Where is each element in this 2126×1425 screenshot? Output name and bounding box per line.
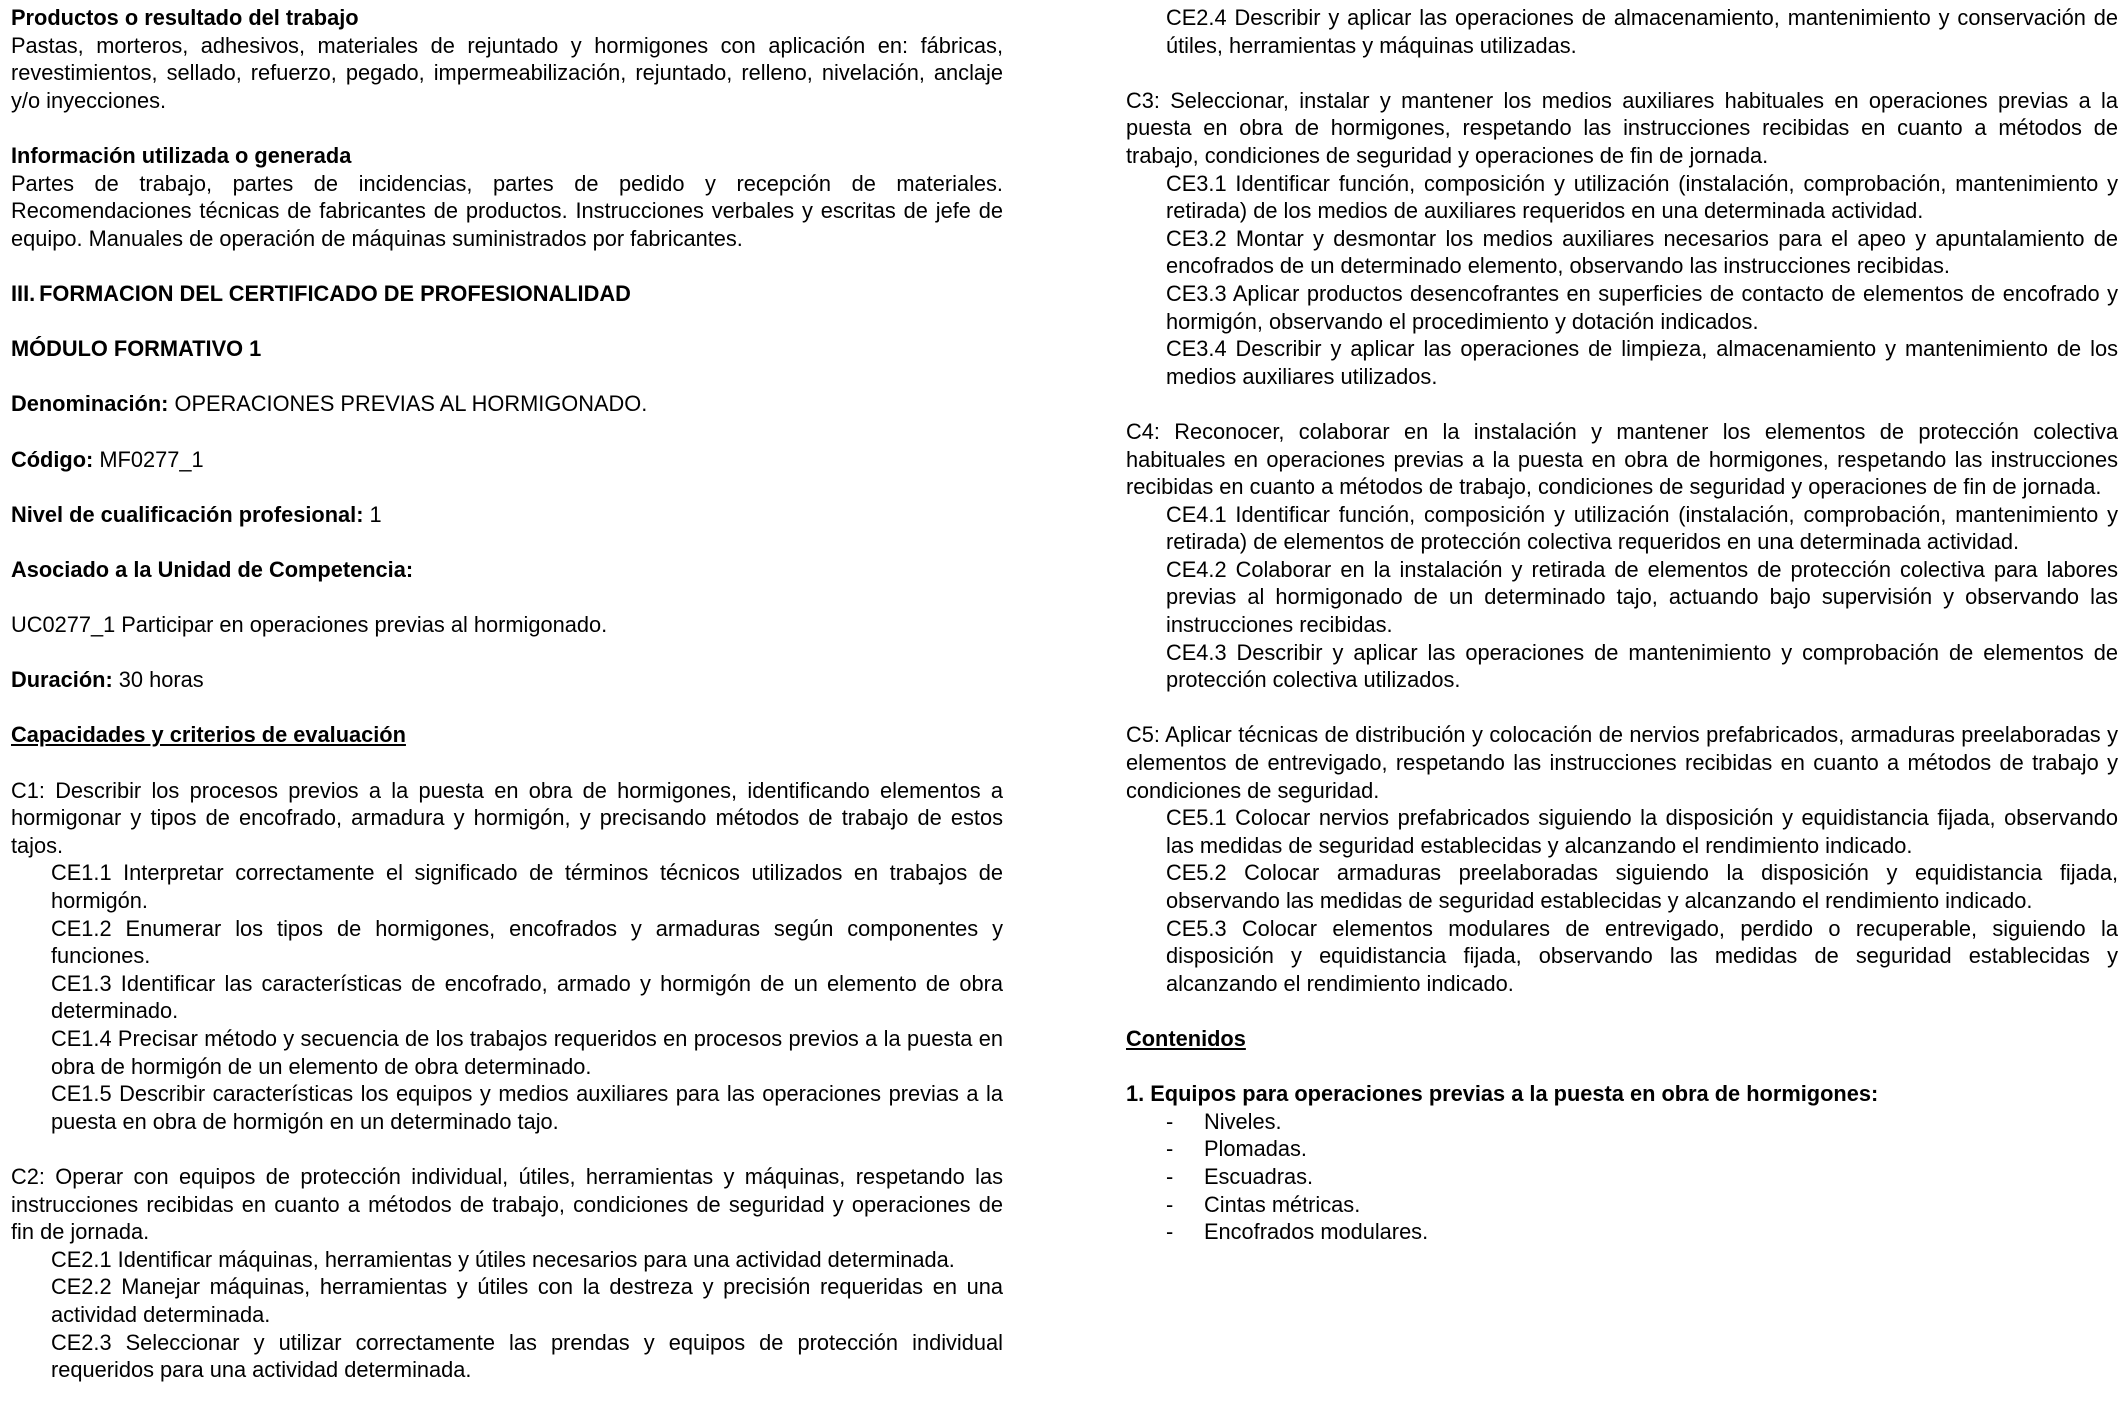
productos-heading: Productos o resultado del trabajo bbox=[11, 5, 359, 30]
ce-item: CE4.2 Colaborar en la instalación y retirada de elementos de protección colectiva para labores previas al hormigonado de un determinado tajo, actuando bajo supervisión y observando las instrucciones recibidas. bbox=[1166, 556, 2118, 638]
denominacion-block bbox=[11, 390, 1003, 418]
ce-item: CE1.2 Enumerar los tipos de hormigones, encofrados y armaduras según componentes y funciones. bbox=[51, 915, 1003, 969]
ce-item: CE3.2 Montar y desmontar los medios auxiliares necesarios para el apeo y apuntalamiento de encofrados de un determinado elemento, observando las instrucciones recibidas. bbox=[1166, 225, 2118, 279]
productos-block bbox=[11, 4, 1003, 114]
ce-item: CE1.5 Describir características los equipos y medios auxiliares para las operaciones previas a la puesta en obra de hormigón en un determinado tajo. bbox=[51, 1081, 1003, 1134]
list-item-text: Plomadas. bbox=[1204, 1136, 1307, 1162]
left-column bbox=[11, 4, 1003, 1384]
ce-item: CE1.3 Identificar las características de encofrado, armado y hormigón de un elemento de obra determinado. bbox=[51, 970, 1003, 1024]
nivel-label: Nivel de cualificación profesional: bbox=[11, 501, 364, 527]
denominacion-label: Denominación: bbox=[11, 391, 169, 417]
codigo-block bbox=[11, 446, 1003, 474]
c3-text: C3: Seleccionar, instalar y mantener los medios auxiliares habituales en operaciones previas a la puesta en obra de hormigones, respetando las instrucciones recibidas en cuanto a métodos de trabajo, condiciones de seguridad y operaciones de fin de jornada. bbox=[1126, 87, 2118, 168]
modulo-title: MÓDULO FORMATIVO 1 bbox=[11, 336, 262, 362]
nivel-value: 1 bbox=[369, 501, 382, 527]
informacion-heading: Información utilizada o generada bbox=[11, 142, 352, 168]
list-item bbox=[1126, 1191, 2118, 1219]
asociado-block bbox=[11, 556, 1003, 584]
denominacion-value: OPERACIONES PREVIAS AL HORMIGONADO. bbox=[174, 391, 648, 417]
c4-text: C4: Reconocer, colaborar en la instalación y mantener los elementos de protección colectiva habituales en operaciones previas a la puesta en obra de hormigones, respetando las instrucciones recibidas en cuanto a métodos de trabajo, condiciones de seguridad y operaciones de fin de jornada. bbox=[1126, 418, 2118, 500]
ce-item: CE1.4 Precisar método y secuencia de los trabajos requeridos en procesos previos a la puesta en obra de hormigón de un elemento de obra determinado. bbox=[51, 1025, 1003, 1079]
c2-block bbox=[11, 1163, 1003, 1384]
informacion-block bbox=[11, 142, 1003, 252]
c2-text: C2: Operar con equipos de protección individual, útiles, herramientas y máquinas, respetando las instrucciones recibidas en cuanto a métodos de trabajo, condiciones de seguridad y operaciones de fin de jornada. bbox=[11, 1163, 1003, 1245]
c2-continued-block bbox=[1126, 4, 2118, 59]
nivel-block bbox=[11, 501, 1003, 529]
list-item bbox=[1126, 1108, 2118, 1136]
c5-block bbox=[1126, 721, 2118, 997]
duracion-value: 30 horas bbox=[118, 667, 204, 693]
section-title: FORMACION DEL CERTIFICADO DE PROFESIONALIDAD bbox=[39, 280, 631, 306]
dash-bullet: - bbox=[1166, 1108, 1174, 1134]
section-number: III. bbox=[11, 280, 36, 306]
ce-item: CE3.1 Identificar función, composición y utilización (instalación, comprobación, mantenimiento y retirada) de los medios de auxiliares requeridos en una determinada actividad. bbox=[1166, 170, 2118, 224]
list-item bbox=[1126, 1218, 2118, 1246]
list-item-text: Cintas métricas. bbox=[1204, 1191, 1361, 1217]
capacidades-block bbox=[11, 721, 1003, 749]
ce-item: CE2.4 Describir y aplicar las operaciones de almacenamiento, mantenimiento y conservación de útiles, herramientas y máquinas utilizadas. bbox=[1166, 5, 2118, 58]
right-column bbox=[1126, 4, 2118, 1246]
c4-block bbox=[1126, 418, 2118, 694]
codigo-value: MF0277_1 bbox=[99, 446, 204, 472]
ce-item: CE3.4 Describir y aplicar las operaciones de limpieza, almacenamiento y mantenimiento de los medios auxiliares utilizados. bbox=[1166, 336, 2118, 389]
ce-item: CE2.3 Seleccionar y utilizar correctamente las prendas y equipos de protección individual requeridos para una actividad determinada. bbox=[51, 1329, 1003, 1383]
duracion-label: Duración: bbox=[11, 667, 113, 693]
dash-bullet: - bbox=[1166, 1163, 1174, 1189]
ce-item: CE4.3 Describir y aplicar las operaciones de mantenimiento y comprobación de elementos de protección colectiva utilizados. bbox=[1166, 639, 2118, 693]
ce-item: CE5.2 Colocar armaduras preelaboradas siguiendo la disposición y equidistancia fijada, observando las medidas de seguridad establecidas y alcanzando el rendimiento indicado. bbox=[1166, 860, 2118, 913]
c1-block bbox=[11, 777, 1003, 1136]
dash-bullet: - bbox=[1166, 1219, 1174, 1245]
dash-bullet: - bbox=[1166, 1191, 1174, 1217]
contenidos-heading: Contenidos bbox=[1126, 1025, 1246, 1051]
ce-item: CE4.1 Identificar función, composición y utilización (instalación, comprobación, mantenimiento y retirada) de elementos de protección colectiva requeridos en una determinada actividad. bbox=[1166, 501, 2118, 555]
contenidos-block bbox=[1126, 1025, 2118, 1053]
section-heading bbox=[11, 280, 1003, 308]
list-item-text: Niveles. bbox=[1204, 1108, 1282, 1134]
list-item-text: Escuadras. bbox=[1204, 1163, 1314, 1189]
capacidades-heading: Capacidades y criterios de evaluación bbox=[11, 722, 406, 748]
c3-block bbox=[1126, 87, 2118, 391]
dash-bullet: - bbox=[1166, 1136, 1174, 1162]
unidad-block bbox=[11, 611, 1003, 639]
modulo-block bbox=[11, 335, 1003, 363]
ce-item: CE2.1 Identificar máquinas, herramientas y útiles necesarios para una actividad determinada. bbox=[51, 1246, 955, 1272]
codigo-label: Código: bbox=[11, 446, 94, 472]
equipos-heading: 1. Equipos para operaciones previas a la puesta en obra de hormigones: bbox=[1126, 1081, 1879, 1107]
list-item bbox=[1126, 1135, 2118, 1163]
equipos-block bbox=[1126, 1080, 2118, 1246]
ce-item: CE2.2 Manejar máquinas, herramientas y útiles con la destreza y precisión requeridas en una actividad determinada. bbox=[51, 1274, 1003, 1327]
c5-text: C5: Aplicar técnicas de distribución y colocación de nervios prefabricados, armaduras preelaboradas y elementos de entrevigado, respetando las instrucciones recibidas en cuanto a métodos de trabajo y condiciones de seguridad. bbox=[1126, 722, 2118, 803]
ce-item: CE1.1 Interpretar correctamente el significado de términos técnicos utilizados en trabajos de hormigón. bbox=[51, 860, 1003, 913]
ce-item: CE5.3 Colocar elementos modulares de entrevigado, perdido o recuperable, siguiendo la disposición y equidistancia fijada, observando las medidas de seguridad establecidas y alcanzando el rendimiento indicado. bbox=[1166, 915, 2118, 996]
list-item-text: Encofrados modulares. bbox=[1204, 1219, 1429, 1245]
productos-text: Pastas, morteros, adhesivos, materiales de rejuntado y hormigones con aplicación en: fábricas, revestimientos, sellado, refuerzo, pegado, impermeabilización, rejuntado, relleno, nivelación, anclaje y/o inyecciones. bbox=[11, 32, 1003, 113]
duracion-block bbox=[11, 666, 1003, 694]
informacion-text: Partes de trabajo, partes de incidencias, partes de pedido y recepción de materiales. Recomendaciones técnicas de fabricantes de productos. Instrucciones verbales y escritas de jefe de equipo. Manuales de operación de máquinas suministrados por fabricantes. bbox=[11, 170, 1003, 251]
list-item bbox=[1126, 1163, 2118, 1191]
ce-item: CE5.1 Colocar nervios prefabricados siguiendo la disposición y equidistancia fijada, observando las medidas de seguridad establecidas y alcanzando el rendimiento indicado. bbox=[1166, 805, 2118, 858]
asociado-label: Asociado a la Unidad de Competencia: bbox=[11, 556, 414, 582]
ce-item: CE3.3 Aplicar productos desencofrantes en superficies de contacto de elementos de encofrado y hormigón, observando el procedimiento y dotación indicados. bbox=[1166, 280, 2118, 334]
unidad-text: UC0277_1 Participar en operaciones previas al hormigonado. bbox=[11, 612, 608, 638]
c1-text: C1: Describir los procesos previos a la puesta en obra de hormigones, identificando elementos a hormigonar y tipos de encofrado, armadura y hormigón, y precisando métodos de trabajo de estos tajos. bbox=[11, 777, 1003, 858]
